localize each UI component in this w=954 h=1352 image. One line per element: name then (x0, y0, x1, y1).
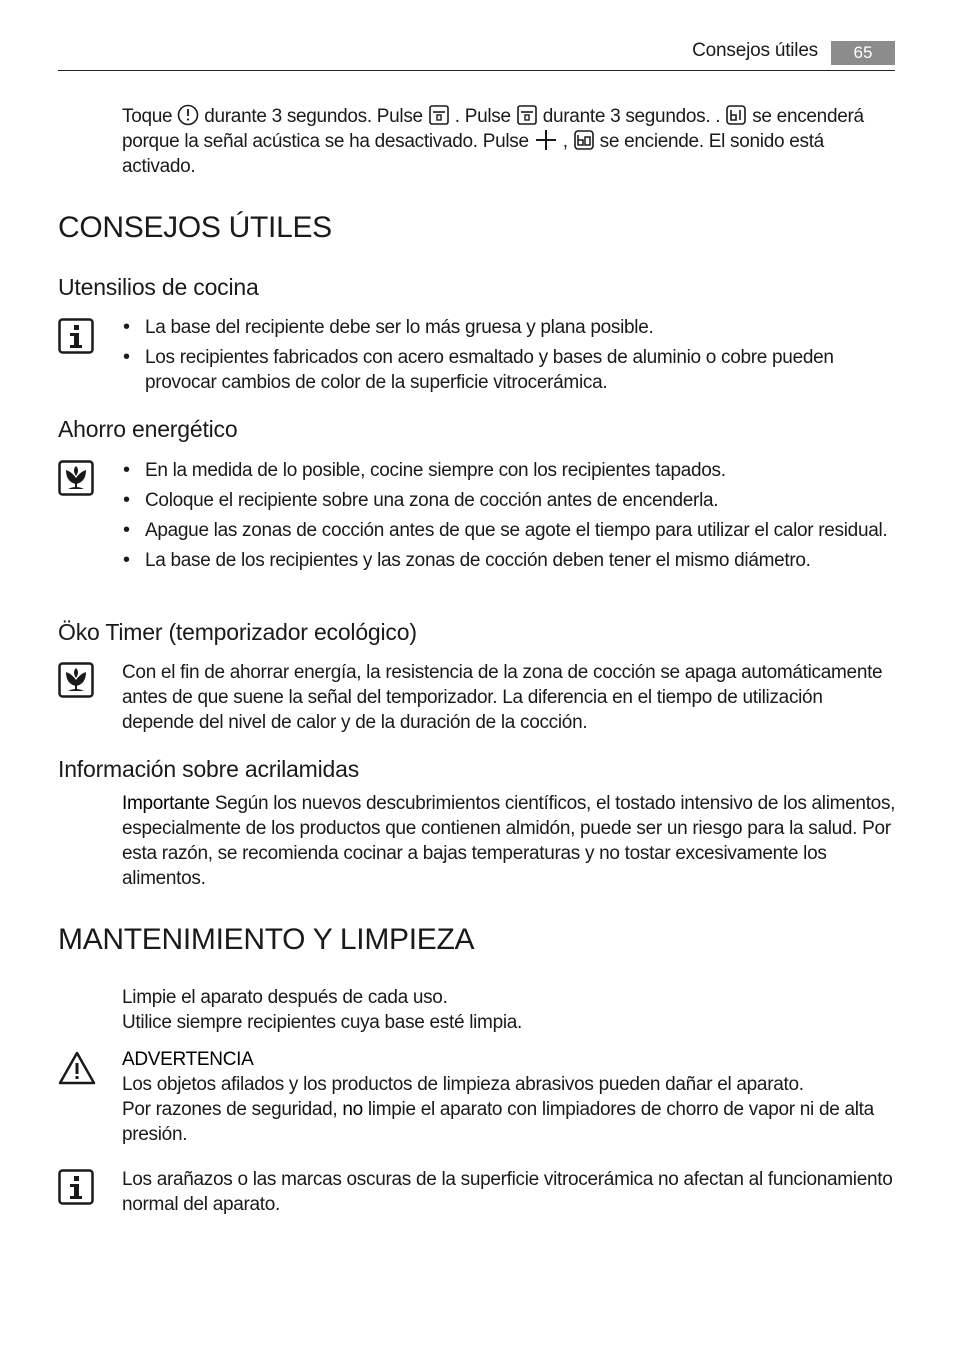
important-label: Importante (122, 793, 210, 814)
ahorro-list (122, 458, 894, 578)
display-b-icon (725, 104, 747, 126)
section-title-consejos: CONSEJOS ÚTILES (58, 211, 332, 244)
header-rule (58, 70, 895, 71)
display-bo-icon (573, 129, 595, 151)
warning-text: limpie el aparato con limpiadores de chorro de vapor ni de alta presión. (122, 1099, 874, 1145)
eco-icon (58, 460, 94, 496)
intro-text: Toque (122, 106, 173, 127)
warning-emphasis: no (342, 1099, 363, 1120)
mantenimiento-line-2: Utilice siempre recipientes cuya base esté limpia. (122, 1012, 523, 1033)
warning-line-2 (122, 1097, 897, 1147)
eco-icon (58, 662, 94, 698)
mantenimiento-intro (122, 985, 897, 1035)
oko-timer-text: Con el fin de ahorrar energía, la resistencia de la zona de cocción se apaga automáticamente antes de que suene la señal del temporizador. La diferencia en el tiempo de utilización depende del nivel de calor y de la duración de la cocción. (122, 662, 883, 733)
subsection-title-utensilios: Utensilios de cocina (58, 274, 259, 300)
intro-text: . Pulse (454, 106, 511, 127)
list-item: • La base de los recipientes y las zonas de cocción deben tener el mismo diámetro. (122, 548, 894, 573)
info-icon (58, 318, 94, 354)
mantenimiento-line-1: Limpie el aparato después de cada uso. (122, 987, 448, 1008)
list-item: • Los recipientes fabricados con acero esmaltado y bases de aluminio o cobre pueden provocar cambios de color de la superficie vitrocerámica. (122, 345, 894, 395)
warning-text: Por razones de seguridad, (122, 1099, 338, 1120)
intro-text: , (562, 131, 568, 152)
warning-label: ADVERTENCIA (122, 1049, 254, 1070)
list-item: • La base del recipiente debe ser lo más gruesa y plana posible. (122, 315, 894, 340)
intro-text: se encenderá porque la señal acústica se ha desactivado. Pulse (122, 106, 864, 152)
utensilios-list (122, 315, 894, 400)
list-item: • Coloque el recipiente sobre una zona de cocción antes de encenderla. (122, 488, 894, 513)
intro-text: durante 3 segundos. Pulse (204, 106, 423, 127)
info-note: Los arañazos o las marcas oscuras de la superficie vitrocerámica no afectan al funcionamiento normal del aparato. (122, 1169, 893, 1215)
page-number: 65 (831, 41, 895, 65)
intro-text: se enciende. El sonido está activado. (122, 131, 824, 177)
power-icon (177, 104, 199, 126)
list-item: • En la medida de lo posible, cocine siempre con los recipientes tapados. (122, 458, 894, 483)
subsection-title-oko-timer: Öko Timer (temporizador ecológico) (58, 619, 417, 645)
warning-line-1: Los objetos afilados y los productos de limpieza abrasivos pueden dañar el aparato. (122, 1074, 804, 1095)
section-title-mantenimiento: MANTENIMIENTO Y LIMPIEZA (58, 923, 475, 956)
subsection-title-ahorro: Ahorro energético (58, 416, 238, 442)
warning-icon (58, 1050, 96, 1086)
list-item: • Apague las zonas de cocción antes de que se agote el tiempo para utilizar el calor residual. (122, 518, 894, 543)
intro-paragraph (122, 104, 897, 179)
lock-icon (428, 104, 450, 126)
subsection-title-acrilamidas: Información sobre acrilamidas (58, 756, 359, 782)
intro-text: durante 3 segundos. . (542, 106, 721, 127)
lock-icon (516, 104, 538, 126)
acrilamidas-text: Según los nuevos descubrimientos científicos, el tostado intensivo de los alimentos, especialmente de los productos que contienen almidón, puede ser un riesgo para la salud. Por esta razón, se recomienda cocinar a bajas temperaturas y no tostar excesivamente los alimentos. (122, 793, 896, 889)
acrilamidas-paragraph (122, 791, 897, 891)
warning-block (122, 1047, 897, 1147)
plus-icon (534, 129, 558, 151)
info-icon (58, 1169, 94, 1205)
header-section-title: Consejos útiles (692, 40, 818, 61)
